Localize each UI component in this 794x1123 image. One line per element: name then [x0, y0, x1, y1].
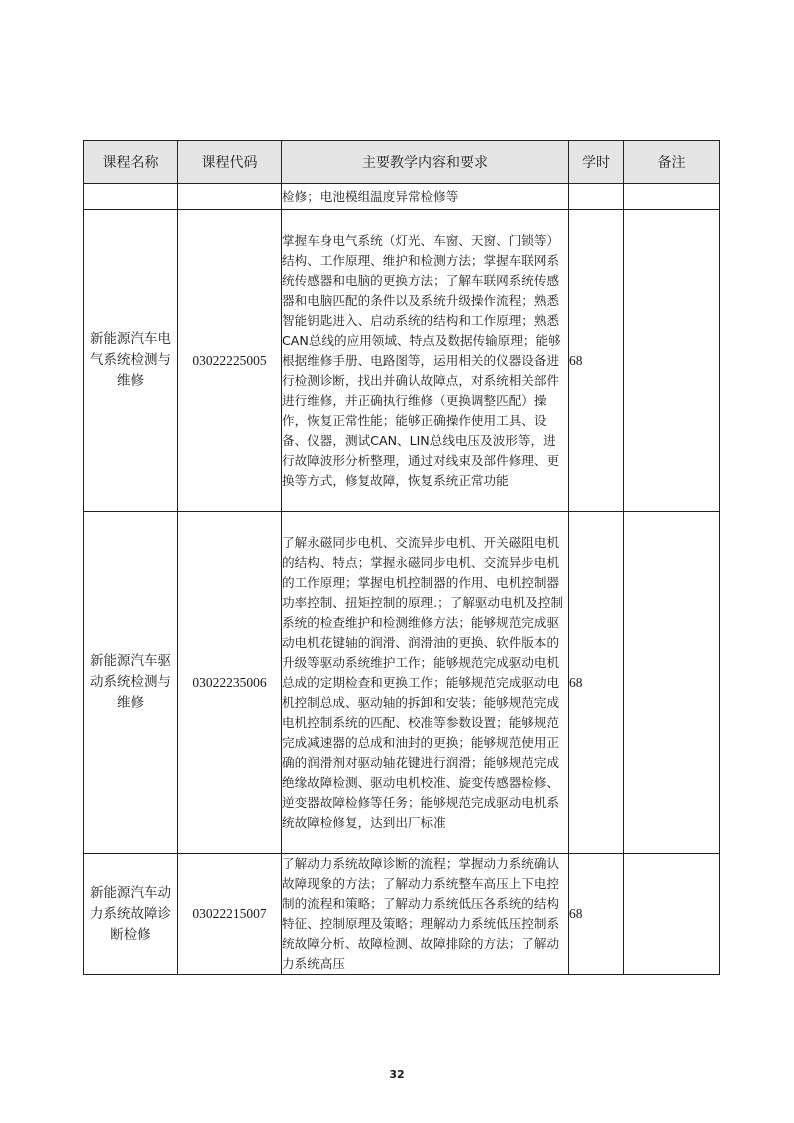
course-name-cell [84, 184, 178, 210]
course-name-cell: 新能源汽车动力系统故障诊断检修 [84, 854, 178, 975]
course-name-cell: 新能源汽车电气系统检测与维修 [84, 210, 178, 512]
header-course-name: 课程名称 [84, 141, 178, 184]
course-content-cell: 了解永磁同步电机、交流异步电机、开关磁阻电机的结构、特点；掌握永磁同步电机、交流异步电机的工作原理；掌握电机控制器的作用、电机控制器功率控制、扭矩控制的原理.；了解驱动电机及控制系统的检查维护和检测维修方法；能够规范完成驱动电机花键轴的润滑、润滑油的更换、软件版本的升级等驱动系统维护工作；能够规范完成驱动电机总成的定期检查和更换工作；能够规范完成驱动电机控制总成、驱动轴的拆卸和安装；能够规范完成电机控制系统的匹配、校准等参数设置；能够规范完成减速器的总成和油封的更换；能够规范使用正确的润滑剂对驱动轴花键进行润滑；能够规范完成绝缘故障检测、驱动电机校准、旋变传感器检修、逆变器故障检修等任务；能够规范完成驱动电机系统故障检修复，达到出厂标准 [282, 512, 569, 854]
course-code-cell [178, 184, 282, 210]
course-table [83, 140, 720, 975]
hours-cell: 68 [569, 512, 624, 854]
course-code-cell: 03022225005 [178, 210, 282, 512]
hours-cell [569, 184, 624, 210]
header-course-code: 课程代码 [178, 141, 282, 184]
course-code-cell: 03022235006 [178, 512, 282, 854]
course-content-cell: 掌握车身电气系统（灯光、车窗、天窗、门锁等）结构、工作原理、维护和检测方法；掌握车联网系统传感器和电脑的更换方法；了解车联网系统传感器和电脑匹配的条件以及系统升级操作流程；熟悉智能钥匙进入、启动系统的结构和工作原理；熟悉CAN总线的应用领域、特点及数据传输原理；能够根据维修手册、电路图等，运用相关的仪器设备进行检测诊断，找出并确认故障点，对系统相关部件进行维修，并正确执行维修（更换调整匹配）操作，恢复正常性能；能够正确操作使用工具、设备、仪器，测试CAN、LIN总线电压及波形等，进行故障波形分析整理，通过对线束及部件修理、更换等方式，修复故障，恢复系统正常功能 [282, 210, 569, 512]
course-name-cell: 新能源汽车驱动系统检测与维修 [84, 512, 178, 854]
table-row [84, 184, 720, 210]
course-code-cell: 03022215007 [178, 854, 282, 975]
table-row [84, 512, 720, 854]
note-cell [624, 184, 720, 210]
header-note: 备注 [624, 141, 720, 184]
table-row [84, 210, 720, 512]
note-cell [624, 512, 720, 854]
course-content-cell: 了解动力系统故障诊断的流程；掌握动力系统确认故障现象的方法；了解动力系统整车高压上下电控制的流程和策略；了解动力系统低压各系统的结构特征、控制原理及策略；理解动力系统低压控制系统故障分析、故障检测、故障排除的方法；了解动力系统高压 [282, 854, 569, 975]
table-header-row [84, 141, 720, 184]
page-number: 32 [389, 1068, 405, 1081]
note-cell [624, 210, 720, 512]
hours-cell: 68 [569, 210, 624, 512]
note-cell [624, 854, 720, 975]
header-hours: 学时 [569, 141, 624, 184]
table-row [84, 854, 720, 975]
hours-cell: 68 [569, 854, 624, 975]
header-course-content: 主要教学内容和要求 [282, 141, 569, 184]
course-content-cell: 检修；电池模组温度异常检修等 [282, 184, 569, 210]
